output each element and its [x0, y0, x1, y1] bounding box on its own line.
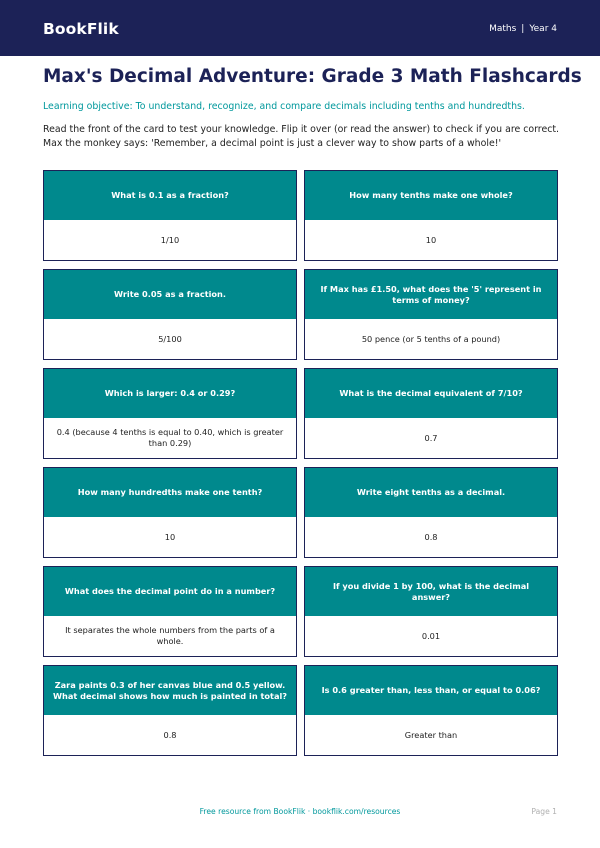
card-question: How many tenths make one whole?	[305, 171, 557, 220]
card-row	[43, 467, 558, 558]
page-title: Max's Decimal Adventure: Grade 3 Math Flashcards	[43, 66, 582, 87]
flashcard[interactable]	[304, 665, 558, 756]
page-number: Page 1	[531, 807, 557, 816]
card-answer: 5/100	[44, 319, 296, 359]
card-answer: 0.4 (because 4 tenths is equal to 0.40, which is greater than 0.29)	[44, 418, 296, 458]
card-row	[43, 368, 558, 459]
card-answer: 10	[44, 517, 296, 557]
card-question: Which is larger: 0.4 or 0.29?	[44, 369, 296, 418]
intro-text: Read the front of the card to test your knowledge. Flip it over (or read the answer) to check if you are correct. Max the monkey says: 'Remember, a decimal point is just a clever way to show parts of a whole!'	[43, 124, 560, 149]
flashcard[interactable]	[43, 467, 297, 558]
card-question: Write 0.05 as a fraction.	[44, 270, 296, 319]
meta-separator: |	[521, 24, 525, 34]
card-answer: 0.8	[305, 517, 557, 557]
card-row	[43, 665, 558, 756]
card-question: What is the decimal equivalent of 7/10?	[305, 369, 557, 418]
card-answer: 50 pence (or 5 tenths of a pound)	[305, 319, 557, 359]
card-answer: It separates the whole numbers from the parts of a whole.	[44, 616, 296, 656]
footer-resource-link[interactable]: Free resource from BookFlik · bookflik.com/resources	[199, 807, 401, 816]
card-answer: 1/10	[44, 220, 296, 260]
card-answer: 0.7	[305, 418, 557, 458]
card-question: Is 0.6 greater than, less than, or equal to 0.06?	[305, 666, 557, 715]
card-row	[43, 170, 558, 261]
subject-label: Maths	[489, 24, 517, 34]
flashcard[interactable]	[304, 170, 558, 261]
card-question: What is 0.1 as a fraction?	[44, 171, 296, 220]
flashcard[interactable]	[43, 269, 297, 360]
flashcard[interactable]	[304, 467, 558, 558]
card-question: How many hundredths make one tenth?	[44, 468, 296, 517]
flashcard[interactable]	[304, 566, 558, 657]
flashcard[interactable]	[304, 269, 558, 360]
flashcard[interactable]	[304, 368, 558, 459]
card-answer: 0.01	[305, 616, 557, 656]
card-question: If Max has £1.50, what does the '5' represent in terms of money?	[305, 270, 557, 319]
card-question: If you divide 1 by 100, what is the decimal answer?	[305, 567, 557, 616]
flashcard[interactable]	[43, 566, 297, 657]
card-row	[43, 269, 558, 360]
card-question: Write eight tenths as a decimal.	[305, 468, 557, 517]
flashcard[interactable]	[43, 170, 297, 261]
card-answer: 10	[305, 220, 557, 260]
card-question: What does the decimal point do in a number?	[44, 567, 296, 616]
card-question: Zara paints 0.3 of her canvas blue and 0.5 yellow. What decimal shows how much is painted in total?	[44, 666, 296, 715]
flashcard-grid	[43, 170, 558, 764]
flashcard[interactable]	[43, 665, 297, 756]
brand-logo[interactable]: BookFlik	[43, 20, 119, 38]
flashcard[interactable]	[43, 368, 297, 459]
header-meta	[489, 0, 557, 56]
page-header	[0, 0, 600, 56]
learning-objective: Learning objective: To understand, recognize, and compare decimals including tenths and hundredths.	[43, 101, 525, 112]
level-label: Year 4	[529, 24, 557, 34]
card-row	[43, 566, 558, 657]
card-answer: 0.8	[44, 715, 296, 755]
card-answer: Greater than	[305, 715, 557, 755]
